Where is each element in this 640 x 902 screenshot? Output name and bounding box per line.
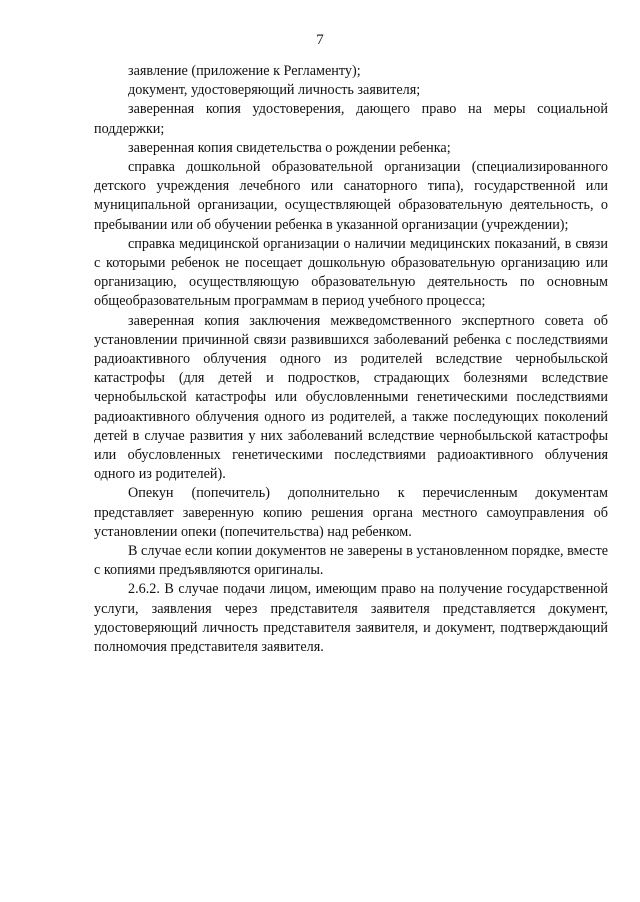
list-item-preschool-reference: справка дошкольной образовательной организации (специализированного детского учреждения лечебного или санаторного типа), государственной или муниципальной организации, осуществляющей образовательную деятельность, о пребывании или об обучении ребенка в указанной организации (учреждении); <box>94 159 608 233</box>
document-body <box>94 62 608 657</box>
paragraph-2-6-2: 2.6.2. В случае подачи лицом, имеющим право на получение государственной услуги, заявления через представителя заявителя представляется документ, удостоверяющий личность представителя заявителя, и документ, подтверждающий полномочия представителя заявителя. <box>94 581 608 656</box>
list-item-certificate-copy: заверенная копия удостоверения, дающего право на меры социальной поддержки; <box>94 101 608 137</box>
list-item-identity-document: документ, удостоверяющий личность заявителя; <box>128 82 421 99</box>
list-item-medical-reference: справка медицинской организации о наличии медицинских показаний, в связи с которыми ребенок не посещает дошкольную образовательную организацию или организацию, осуществляющую образовательную деятельность по основным общеобразовательным программам в период учебного процесса; <box>94 235 608 310</box>
paragraph-originals: В случае если копии документов не заверены в установленном порядке, вместе с копиями предъявляются оригиналы. <box>94 543 608 579</box>
paragraph-guardian: Опекун (попечитель) дополнительно к перечисленным документам представляет заверенную копию решения органа местного самоуправления об установлении опеки (попечительства) над ребенком. <box>94 485 608 540</box>
page-number: 7 <box>316 32 324 48</box>
list-item-expert-council-conclusion: заверенная копия заключения межведомственного экспертного совета об установлении причинной связи развившихся заболеваний ребенка с последствиями радиоактивного облучения одного из родителей вследствие чернобыльской катастрофы (для детей и подростков, страдающих болезнями вследствие чернобыльской катастрофы или обусловленными генетическими последствиями радиоактивного облучения одного из родителей, а также последующих поколений детей в случае развития у них заболеваний вследствие чернобыльской катастрофы или обусловленных генетическими последствиями радиоактивного облучения одного из родителей). <box>94 312 608 483</box>
list-item-application: заявление (приложение к Регламенту); <box>128 63 361 79</box>
list-item-birth-certificate: заверенная копия свидетельства о рождении ребенка; <box>128 139 451 156</box>
